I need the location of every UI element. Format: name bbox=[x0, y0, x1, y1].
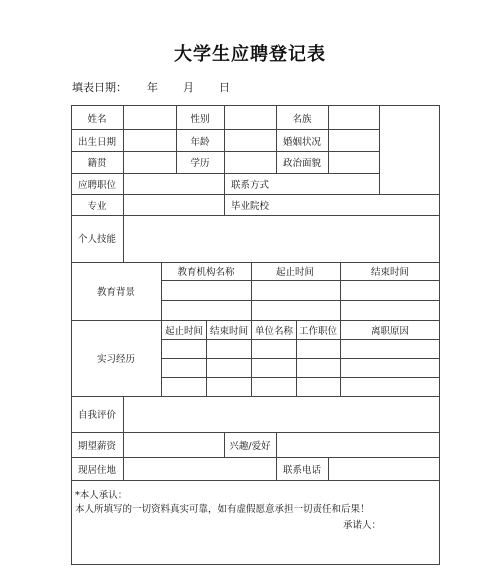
gender-label: 性别 bbox=[190, 114, 210, 125]
registration-form bbox=[71, 105, 440, 565]
ethnicity-label: 名族 bbox=[292, 114, 312, 125]
internship-col-end: 结束时间 bbox=[209, 326, 249, 337]
birth-date-label: 出生日期 bbox=[77, 137, 117, 148]
address-label: 现居住地 bbox=[77, 465, 117, 476]
political-status-label: 政治面貌 bbox=[282, 158, 322, 169]
education-col-institution: 教育机构名称 bbox=[177, 267, 235, 278]
fill-date-label: 填表日期： bbox=[72, 81, 127, 94]
name-label: 姓名 bbox=[87, 114, 107, 125]
internship-section-label: 实习经历 bbox=[96, 354, 136, 365]
internship-col-reason: 离职原因 bbox=[370, 326, 410, 337]
education-col-end: 结束时间 bbox=[370, 267, 410, 278]
phone-label: 联系电话 bbox=[282, 465, 322, 476]
form-title: 大学生应聘登记表 bbox=[174, 44, 326, 65]
hobbies-label: 兴趣/爱好 bbox=[229, 441, 271, 452]
pledge-signer: 承诺人： bbox=[343, 520, 382, 531]
marital-status-label: 婚姻状况 bbox=[282, 137, 322, 148]
expected-salary-label: 期望薪资 bbox=[77, 441, 117, 452]
month-label: 月 bbox=[183, 81, 194, 94]
year-label: 年 bbox=[147, 81, 158, 94]
internship-col-company: 单位名称 bbox=[254, 326, 294, 337]
internship-col-period: 起止时间 bbox=[164, 326, 204, 337]
education-col-period: 起止时间 bbox=[275, 267, 315, 278]
contact-label: 联系方式 bbox=[230, 180, 270, 191]
education-label: 学历 bbox=[190, 158, 210, 169]
graduate-school-label: 毕业院校 bbox=[230, 201, 270, 212]
self-evaluation-label: 自我评价 bbox=[77, 410, 117, 421]
day-label: 日 bbox=[219, 81, 230, 94]
pledge-heading: *本人承认： bbox=[75, 490, 128, 501]
major-label: 专业 bbox=[87, 201, 107, 212]
education-section-label: 教育背景 bbox=[96, 287, 136, 298]
pledge-text: 本人所填写的一切资料真实可靠，如有虚假愿意承担一切责任和后果！ bbox=[75, 504, 370, 515]
skills-label: 个人技能 bbox=[77, 234, 117, 245]
internship-col-title: 工作职位 bbox=[298, 326, 338, 337]
age-label: 年龄 bbox=[190, 137, 210, 148]
native-place-label: 籍贯 bbox=[87, 158, 107, 169]
position-applied-label: 应聘职位 bbox=[77, 180, 117, 191]
